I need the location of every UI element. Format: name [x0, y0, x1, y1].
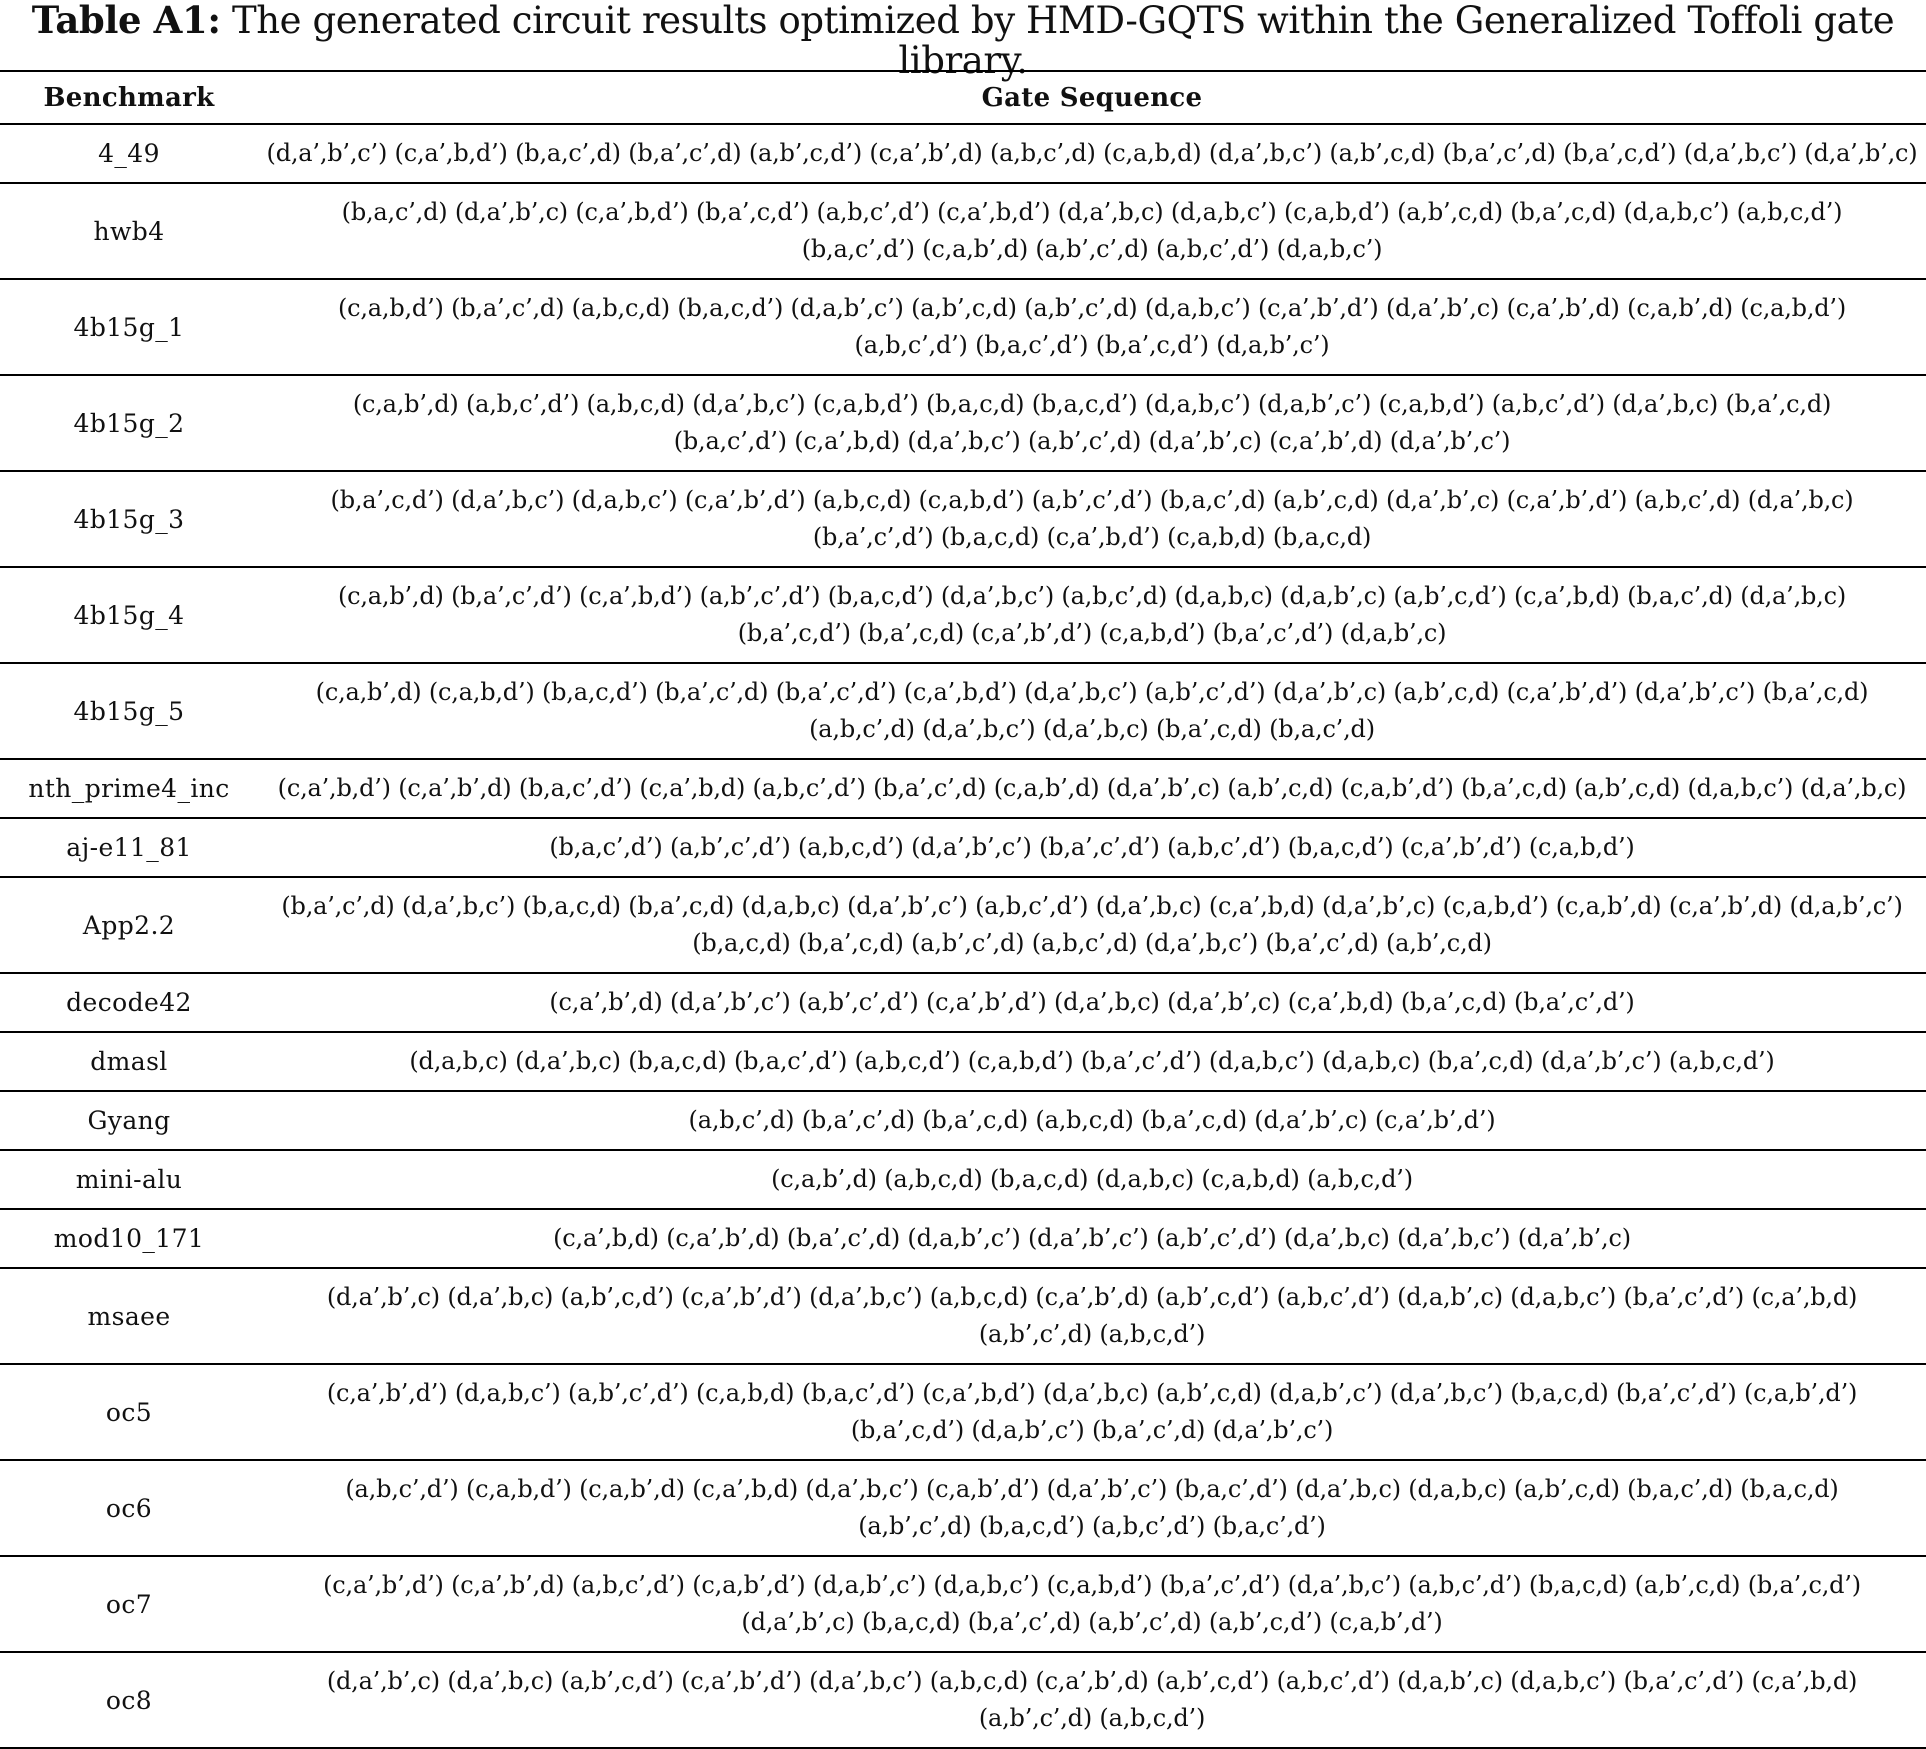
gate-sequence-cell — [258, 279, 1926, 375]
gate-sequence-line: (d,a’,b’,c) (d,a’,b,c) (a,b’,c,d’) (c,a’,b’,d’) (d,a’,b,c’) (a,b,c,d) (c,a’,b’,d) (a,b’,c,d’) (a,b,c’,d’) (d,a,b’,c) (d,a,b,c’) (b,a’,c’,d’) (c,a’,b,d) — [326, 1667, 1858, 1695]
gate-sequence-cell — [258, 183, 1926, 279]
benchmark-cell: App2.2 — [0, 877, 258, 973]
gate-sequence-cell — [258, 471, 1926, 567]
table-row — [0, 973, 1926, 1032]
gate-sequence-line: (c,a’,b’,d’) (c,a’,b’,d) (a,b,c’,d’) (c,a,b’,d’) (d,a,b’,c’) (d,a,b,c’) (c,a,b,d’) (b,a’,c’,d’) (d,a’,b,c’) (a,b,c’,d’) (b,a,c,d) (a,b’,c,d) (b,a’,c,d’) — [323, 1571, 1861, 1599]
gate-sequence-line: (d,a’,b’,c) (b,a,c,d) (b,a’,c’,d) (a,b’,c’,d) (a,b’,c,d’) (c,a,b’,d’) — [741, 1608, 1443, 1636]
table-row — [0, 1091, 1926, 1150]
gate-sequence-line: (a,b,c’,d) (b,a’,c’,d) (b,a’,c,d) (a,b,c,d) (b,a’,c,d) (d,a’,b’,c) (c,a’,b’,d’) — [688, 1106, 1496, 1134]
benchmark-cell: 4b15g_4 — [0, 567, 258, 663]
gate-sequence-cell — [258, 375, 1926, 471]
table-row — [0, 1556, 1926, 1652]
table-caption — [0, 0, 1926, 81]
gate-sequence-cell — [258, 1032, 1926, 1091]
gate-sequence-line: (c,a’,b’,d’) (d,a,b,c’) (a,b’,c’,d’) (c,a,b,d) (b,a,c’,d’) (c,a’,b,d’) (d,a’,b,c) (a,b’,c,d) (d,a,b’,c’) (d,a’,b,c’) (b,a,c,d) (b,a’,c’,d’) (c,a,b’,d’) — [326, 1379, 1858, 1407]
caption-text: The generated circuit results optimized by HMD-GQTS within the Generalized Toffoli gate library. — [231, 0, 1895, 82]
gate-sequence-line: (b,a,c’,d’) (c,a’,b,d) (d,a’,b,c’) (a,b’,c’,d) (d,a’,b’,c) (c,a’,b’,d) (d,a’,b’,c’) — [673, 427, 1511, 455]
table-row — [0, 1032, 1926, 1091]
table-row — [0, 1268, 1926, 1364]
gate-sequence-table — [0, 70, 1926, 1749]
gate-sequence-line: (b,a’,c,d’) (d,a,b’,c’) (b,a’,c’,d) (d,a’,b’,c’) — [850, 1416, 1334, 1444]
benchmark-cell: 4b15g_5 — [0, 663, 258, 759]
benchmark-cell: 4b15g_2 — [0, 375, 258, 471]
table-row — [0, 471, 1926, 567]
benchmark-cell: nth_prime4_inc — [0, 759, 258, 818]
table-row — [0, 1652, 1926, 1748]
table-row — [0, 1209, 1926, 1268]
gate-sequence-line: (b,a,c’,d) (d,a’,b’,c) (c,a’,b,d’) (b,a’,c,d’) (a,b,c’,d’) (c,a’,b,d’) (d,a’,b,c) (d,a,b,c’) (c,a,b,d’) (a,b’,c,d) (b,a’,c,d) (d,a,b,c’) (a,b,c,d’) — [341, 198, 1843, 226]
gate-sequence-line: (b,a’,c,d’) (d,a’,b,c’) (d,a,b,c’) (c,a’,b’,d’) (a,b,c,d) (c,a,b,d’) (a,b’,c’,d’) (b,a,c’,d) (a,b’,c,d) (d,a’,b’,c) (c,a’,b’,d’) (a,b,c’,d) (d,a’,b,c) — [330, 486, 1854, 514]
gate-sequence-cell — [258, 1460, 1926, 1556]
gate-sequence-line: (c,a,b’,d) (c,a,b,d’) (b,a,c,d’) (b,a’,c’,d) (b,a’,c’,d’) (c,a’,b,d’) (d,a’,b,c’) (a,b’,c’,d’) (d,a’,b’,c) (a,b’,c,d) (c,a’,b’,d’) (d,a’,b’,c’) (b,a’,c,d) — [315, 678, 1869, 706]
gate-sequence-cell — [258, 124, 1926, 183]
benchmark-cell: aj-e11_81 — [0, 818, 258, 877]
benchmark-cell: dmasl — [0, 1032, 258, 1091]
gate-sequence-line: (d,a,b,c) (d,a’,b,c) (b,a,c,d) (b,a,c’,d’) (a,b,c,d’) (c,a,b,d’) (b,a’,c’,d’) (d,a,b,c’) (d,a,b,c) (b,a’,c,d) (d,a’,b’,c’) (a,b,c,d’) — [409, 1047, 1775, 1075]
benchmark-cell: decode42 — [0, 973, 258, 1032]
table-row — [0, 759, 1926, 818]
gate-sequence-line: (c,a’,b’,d) (d,a’,b’,c’) (a,b’,c’,d’) (c,a’,b’,d’) (d,a’,b,c) (d,a’,b’,c) (c,a’,b,d) (b,a’,c,d) (b,a’,c’,d’) — [549, 988, 1635, 1016]
benchmark-cell: oc6 — [0, 1460, 258, 1556]
header-benchmark: Benchmark — [0, 71, 258, 124]
table-row — [0, 567, 1926, 663]
header-gate-sequence: Gate Sequence — [258, 71, 1926, 124]
gate-sequence-cell — [258, 973, 1926, 1032]
gate-sequence-cell — [258, 877, 1926, 973]
gate-sequence-line: (b,a,c’,d’) (a,b’,c’,d’) (a,b,c,d’) (d,a’,b’,c’) (b,a’,c’,d’) (a,b,c’,d’) (b,a,c,d’) (c,a’,b’,d’) (c,a,b,d’) — [549, 833, 1635, 861]
gate-sequence-line: (a,b’,c’,d) (b,a,c,d’) (a,b,c’,d’) (b,a,c’,d’) — [858, 1512, 1326, 1540]
gate-sequence-line: (b,a,c’,d’) (c,a,b’,d) (a,b’,c’,d) (a,b,c’,d’) (d,a,b,c’) — [801, 235, 1383, 263]
benchmark-cell: 4b15g_3 — [0, 471, 258, 567]
gate-sequence-line: (c,a’,b,d) (c,a’,b’,d) (b,a’,c’,d) (d,a,b’,c’) (d,a’,b’,c’) (a,b’,c’,d’) (d,a’,b,c) (d,a’,b,c’) (d,a’,b’,c) — [553, 1224, 1631, 1252]
gate-sequence-cell — [258, 1091, 1926, 1150]
benchmark-cell: 4_49 — [0, 124, 258, 183]
benchmark-cell: Gyang — [0, 1091, 258, 1150]
gate-sequence-line: (c,a,b’,d) (a,b,c,d) (b,a,c,d) (d,a,b,c) (c,a,b,d) (a,b,c,d’) — [771, 1165, 1413, 1193]
table-row — [0, 124, 1926, 183]
caption-label: Table A1: — [31, 0, 221, 42]
gate-sequence-line: (a,b’,c’,d) (a,b,c,d’) — [978, 1704, 1206, 1732]
gate-sequence-cell — [258, 1652, 1926, 1748]
benchmark-cell: msaee — [0, 1268, 258, 1364]
gate-sequence-line: (d,a’,b’,c) (d,a’,b,c) (a,b’,c,d’) (c,a’,b’,d’) (d,a’,b,c’) (a,b,c,d) (c,a’,b’,d) (a,b’,c,d’) (a,b,c’,d’) (d,a,b’,c) (d,a,b,c’) (b,a’,c’,d’) (c,a’,b,d) — [326, 1283, 1858, 1311]
gate-sequence-cell — [258, 1556, 1926, 1652]
table-row — [0, 663, 1926, 759]
gate-sequence-line: (b,a’,c’,d’) (b,a,c,d) (c,a’,b,d’) (c,a,b,d) (b,a,c,d) — [812, 523, 1372, 551]
gate-sequence-line: (a,b,c’,d) (d,a’,b,c’) (d,a’,b,c) (b,a’,c,d) (b,a,c’,d) — [809, 715, 1375, 743]
gate-sequence-cell — [258, 663, 1926, 759]
gate-sequence-cell — [258, 1209, 1926, 1268]
gate-sequence-line: (a,b,c’,d’) (c,a,b,d’) (c,a,b’,d) (c,a’,b,d) (d,a’,b,c’) (c,a,b’,d’) (d,a’,b’,c’) (b,a,c’,d’) (d,a’,b,c) (d,a,b,c) (a,b’,c,d) (b,a,c’,d) (b,a,c,d) — [345, 1475, 1839, 1503]
table-row — [0, 183, 1926, 279]
gate-sequence-line: (b,a,c,d) (b,a’,c,d) (a,b’,c’,d) (a,b,c’,d) (d,a’,b,c’) (b,a’,c’,d) (a,b’,c,d) — [692, 929, 1492, 957]
table-body — [0, 124, 1926, 1748]
table-row — [0, 1150, 1926, 1209]
table-row — [0, 279, 1926, 375]
table-header-row — [0, 71, 1926, 124]
table-row — [0, 877, 1926, 973]
benchmark-cell: mini-alu — [0, 1150, 258, 1209]
gate-sequence-line: (c,a,b’,d) (b,a’,c’,d’) (c,a’,b,d’) (a,b’,c’,d’) (b,a,c,d’) (d,a’,b,c’) (a,b,c’,d) (d,a,b,c) (d,a,b’,c) (a,b’,c,d’) (c,a’,b,d) (b,a,c’,d) (d,a’,b,c) — [337, 582, 1847, 610]
benchmark-cell: oc8 — [0, 1652, 258, 1748]
gate-sequence-line: (a,b’,c’,d) (a,b,c,d’) — [978, 1320, 1206, 1348]
benchmark-cell: oc5 — [0, 1364, 258, 1460]
gate-sequence-cell — [258, 1150, 1926, 1209]
gate-sequence-cell — [258, 759, 1926, 818]
gate-sequence-line: (c,a’,b,d’) (c,a’,b’,d) (b,a,c’,d’) (c,a’,b,d) (a,b,c’,d’) (b,a’,c’,d) (c,a,b’,d) (d,a’,b’,c) (a,b’,c,d) (c,a,b’,d’) (b,a’,c,d) (a,b’,c,d) (d,a,b,c’) (d,a’,b,c) — [277, 774, 1907, 802]
gate-sequence-cell — [258, 818, 1926, 877]
gate-sequence-line: (b,a’,c’,d) (d,a’,b,c’) (b,a,c,d) (b,a’,c,d) (d,a,b,c) (d,a’,b’,c’) (a,b,c’,d’) (d,a’,b,c) (c,a’,b,d) (d,a’,b’,c) (c,a,b,d’) (c,a,b’,d) (c,a’,b’,d) (d,a,b’,c’) — [281, 892, 1903, 920]
gate-sequence-line: (b,a’,c,d’) (b,a’,c,d) (c,a’,b’,d’) (c,a,b,d’) (b,a’,c’,d’) (d,a,b’,c) — [737, 619, 1447, 647]
gate-sequence-line: (c,a,b’,d) (a,b,c’,d’) (a,b,c,d) (d,a’,b,c’) (c,a,b,d’) (b,a,c,d) (b,a,c,d’) (d,a,b,c’) (d,a,b’,c’) (c,a,b,d’) (a,b,c’,d’) (d,a’,b,c) (b,a’,c,d) — [352, 390, 1832, 418]
gate-sequence-line: (c,a,b,d’) (b,a’,c’,d) (a,b,c,d) (b,a,c,d’) (d,a,b’,c’) (a,b’,c,d) (a,b’,c’,d) (d,a,b,c’) (c,a’,b’,d’) (d,a’,b’,c) (c,a’,b’,d) (c,a,b’,d) (c,a,b,d’) — [337, 294, 1847, 322]
table-row — [0, 1364, 1926, 1460]
gate-sequence-cell — [258, 567, 1926, 663]
benchmark-cell: mod10_171 — [0, 1209, 258, 1268]
benchmark-cell: hwb4 — [0, 183, 258, 279]
benchmark-cell: oc7 — [0, 1556, 258, 1652]
gate-sequence-cell — [258, 1364, 1926, 1460]
gate-sequence-line: (a,b,c’,d’) (b,a,c’,d’) (b,a’,c,d’) (d,a,b’,c’) — [854, 331, 1330, 359]
gate-sequence-cell — [258, 1268, 1926, 1364]
gate-sequence-line: (d,a’,b’,c’) (c,a’,b,d’) (b,a,c’,d) (b,a’,c’,d) (a,b’,c,d’) (c,a’,b’,d) (a,b,c’,d) (c,a,b,d) (d,a’,b,c’) (a,b’,c,d) (b,a’,c’,d) (b,a’,c,d’) (d,a’,b,c’) (d,a’,b’,c) — [266, 139, 1918, 167]
benchmark-cell: 4b15g_1 — [0, 279, 258, 375]
table-row — [0, 1460, 1926, 1556]
table-row — [0, 375, 1926, 471]
table-row — [0, 818, 1926, 877]
